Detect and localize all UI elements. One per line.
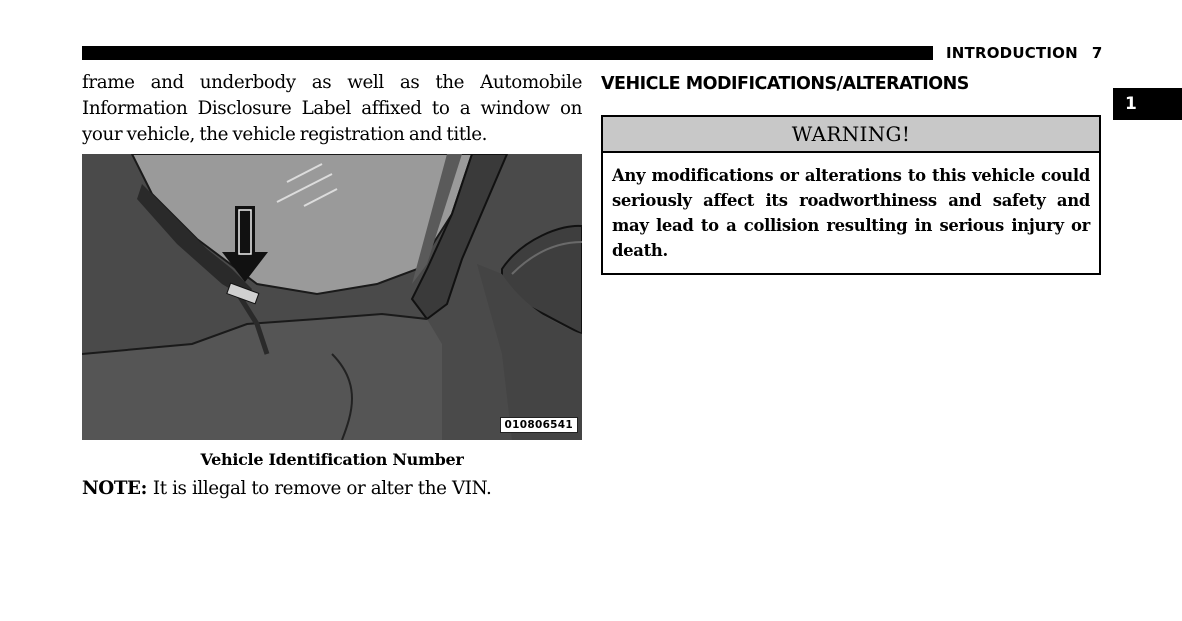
chapter-tab: [1113, 88, 1182, 120]
header-rule: [82, 46, 933, 60]
warning-title: WARNING!: [603, 117, 1099, 153]
figure-code: 010806541: [500, 417, 578, 433]
vin-location-illustration: [82, 154, 582, 440]
note-label: NOTE:: [82, 478, 147, 499]
warning-text: Any modifications or alterations to this vehicle could seriously affect its roadworthiness and safety and may lead to a collision resulting in serious injury or death.: [612, 166, 1090, 260]
figure-caption: Vehicle Identification Number: [200, 450, 464, 469]
page-number: 7: [1091, 44, 1103, 62]
note-text: It is illegal to remove or alter the VIN.: [152, 478, 492, 499]
note: [82, 476, 582, 502]
body-paragraph: frame and underbody as well as the Automobile Information Disclosure Label affixed to a window on your vehicle, the vehicle registration and title.: [82, 72, 582, 145]
running-header: [946, 42, 1102, 64]
warning-box: [601, 115, 1101, 275]
section-title: VEHICLE MODIFICATIONS/ALTERATIONS: [601, 74, 969, 94]
chapter-tab-number: 1: [1125, 94, 1137, 114]
header-section: INTRODUCTION: [946, 44, 1078, 62]
left-column: [82, 70, 582, 148]
vin-figure: [82, 154, 582, 440]
